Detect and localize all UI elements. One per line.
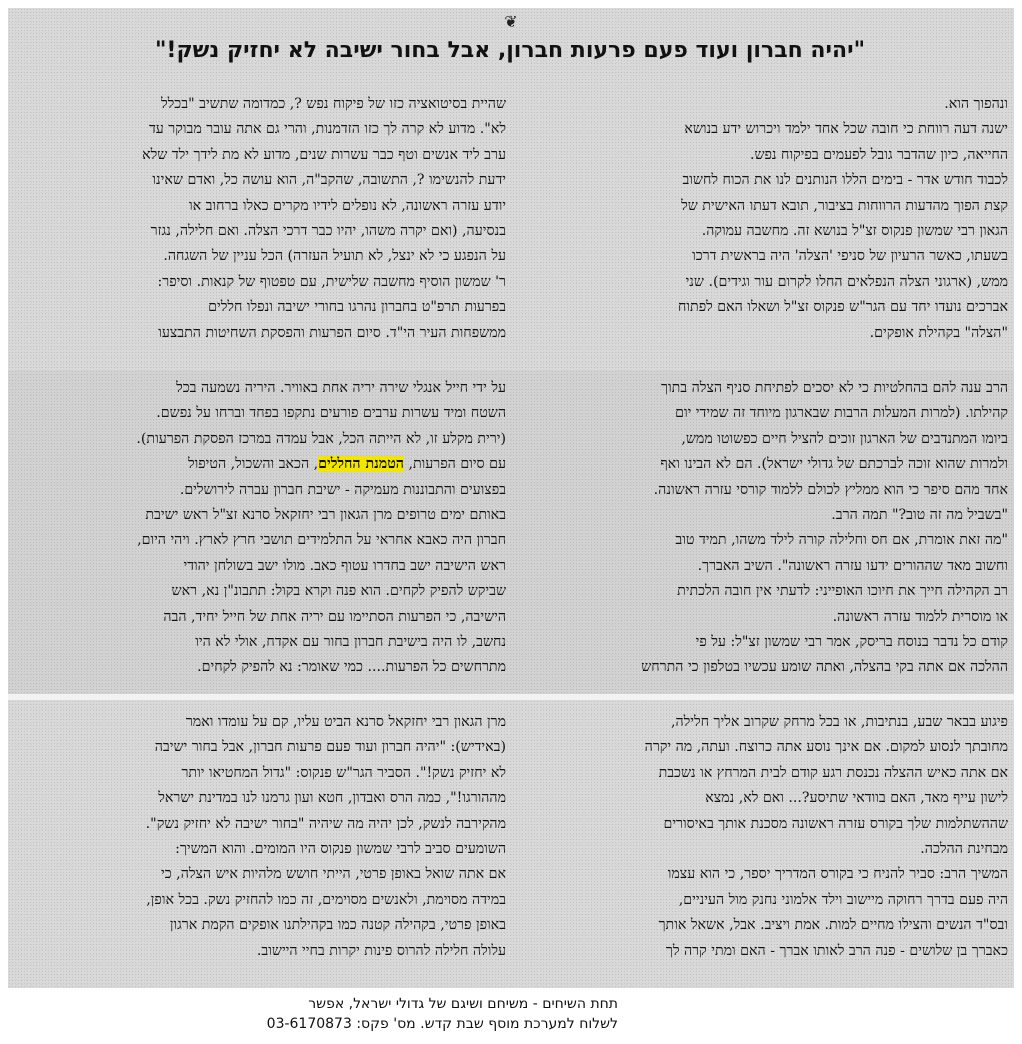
text-line: , הכאב והשכול, הטיפול (187, 456, 319, 473)
text-line: באופן פרטי, בקהילה קטנה כמו בקהילתנו אופקים הקמת ארגון (169, 917, 506, 934)
section-3-left-column (18, 710, 506, 986)
highlight-line (18, 452, 506, 477)
text-line: לא יחזיק נשק!". הסביר הגר"ש פנקוס: "גדול המחטיאו יותר (181, 764, 506, 781)
text-line: שהיית בסיטואציה כזו של פיקוח נפש ?, כמדומה שתשיב "בכלל (161, 96, 506, 112)
text-line: אם אתה שואל באופן פרטי, הייתי חושש מלהיות איש הצלה, כי (161, 866, 506, 883)
text-line: ולמרות שהוא זוכה לברכתם של גדולי ישראל). הם לא הבינו ואף (660, 456, 1008, 473)
text-line: באותם ימים טרופים מרן הגאון רבי יחזקאל סרנא זצ"ל ראש ישיבת (145, 507, 506, 524)
text-line: לישון עייף מאד, האם בוודאי שתיסע?... ואם לא, נמצא (705, 790, 1008, 807)
text-line: "הצלה" בקהילת אופקים. (869, 324, 1008, 341)
text-line: בפצועים והתבוננות מעמיקה - ישיבת חברון עברה לירושלים. (179, 481, 506, 498)
text-line: ראש הישיבה ישב בחדרו עטוף כאב. מולו ישב בשולחן יהודי (183, 557, 506, 574)
text-line: בשעתו, כאשר הרעיון של סניפי 'הצלה' היה בראשית דרכו (692, 248, 1008, 265)
text-line: קודם כל נדבר בנוסח בריסק, אמר רבי שמשון זצ"ל: על פי (695, 634, 1008, 651)
text-line: כאברך בן שלושים - פנה הרב לאותו אברך - האם ומתי קרה לך (665, 942, 1008, 959)
article-title: "יהיה חברון ועוד פעם פרעות חברון, אבל בחור ישיבה לא יחזיק נשק!" (154, 38, 866, 63)
text-line: הישיבה, כי הפרעות הסתיימו עם יריה אחת של חייל יחיד, הבה (163, 608, 506, 625)
text-line: מההורגו!", כמה הרס ואבדון, חטא ועון גרמנו לנו במדינת ישראל (158, 790, 506, 807)
text-line: ישנה דעה רווחת כי חובה שכל אחד ילמד ויכרוש ידע בנושא (684, 121, 1008, 138)
text-line: על ידי חייל אנגלי שירה יריה אחת באוויר. היריה נשמעה בכל (176, 380, 506, 396)
footer-note (18, 994, 618, 1034)
section-2-left-column (18, 376, 506, 692)
text-line: אחד מהם סיפר כי הוא ממליץ לכולם ללמוד קורסי עזרה ראשונה. (653, 481, 1008, 498)
text-line: ר' שמשון הוסיף מחשבה שלישית, עם טפטוף של קנאות. וסיפר: (157, 273, 506, 290)
footer-line: תחת השיחים - משיחם ושיגם של גדולי ישראל, אפשר (308, 996, 618, 1012)
text-line: השטח ומיד עשרות ערבים פורעים נתקפו בפחד וברחו על נפשם. (156, 405, 506, 422)
text-line: מבחינת ההלכה. (920, 841, 1008, 858)
section-1-left-column (18, 92, 506, 367)
text-line: (באידיש): "יהיה חברון ועוד פעם פרעות חברון, אבל בחור ישיבה (154, 739, 506, 756)
text-line: קצת הפוך מהדעות הרווחות בציבור, תובא דעתו האישית של (681, 197, 1008, 214)
text-line: פיגוע בבאר שבע, בנתיבות, או בכל מרחק שקרוב אליך חלילה, (670, 714, 1008, 730)
text-line: מתרחשים כל הפרעות.... כמי שאומר: נא להפיק לקחים. (197, 659, 506, 676)
text-line: לא". מדוע לא קרה לך כזו הזדמנות, והרי גם אתה עובר מבוקר עד (148, 121, 506, 138)
text-line: הרב ענה להם בהחלטיות כי לא יסכים לפתיחת סניף הצלה בתוך (661, 380, 1008, 396)
text-line: ובס"ד הנשים והצילו מחיים למות. אמת ויציב. אבל, אשאל אותך (658, 917, 1008, 934)
text-line: מרן הגאון רבי יחזקאל סרנא הביט עליו, קם על עומדו ואמר (185, 714, 506, 730)
text-line: יודע עזרה ראשונה, לא נופלים לידיו מקרים כאלו ברחוב או (189, 197, 506, 214)
text-line: חברון היה כאבא אחראי על התלמידים תושבי חרץ לארץ. ויהי היום, (137, 532, 506, 549)
text-line: היה פעם בדרך רחוקה מיישוב וילד אלמוני נחנק מול העיניים, (678, 891, 1008, 908)
text-line: קהילתו. (למרות המעלות הרבות שבארגון מיוחד זה שמידי יום (675, 405, 1008, 422)
text-line: השומעים סביב לרבי שמשון פנקוס היו המומים. והוא המשיך: (175, 841, 506, 858)
text-line: "מה זאת אומרת, אם חס וחלילה קורה לילד משהו, תמיד טוב (675, 532, 1008, 549)
text-line: רב הקהילה חייך את חיוכו האופייני: לדעתי אין חובה הלכתית (677, 583, 1008, 600)
text-line: אם אתה כאיש ההצלה נכנסת רגע קודם לבית המרחץ או נשכבת (658, 764, 1008, 781)
text-line: המשיך הרב: סביר להניח כי בקורס המדריך יספר, כי הוא עצמו (667, 866, 1008, 883)
text-line: החייאה, כיון שהדבר גובל לפעמים בפיקוח נפש. (749, 146, 1008, 163)
text-line: ונהפוך הוא. (944, 96, 1008, 112)
footer-line: לשלוח למערכת מוסף שבת קדש. מס' פקס: 03-6170873 (266, 1016, 618, 1032)
text-line: ההלכה אם אתה בקי בהצלה, ואתה שומע עכשיו בטלפון כי התרחש (641, 659, 1008, 676)
ornament-icon: ❦ (504, 12, 516, 31)
section-2-right-column (520, 376, 1008, 692)
highlighted-phrase: הטמנת החללים (318, 456, 404, 473)
text-line: שביקש להפיק לקחים. הוא פנה וקרא בקול: תתבונ"ן נא, ראש (171, 583, 506, 600)
text-line: ביומו המתנדבים של הארגון זוכים להציל חיים כפשוטו ממש, (681, 430, 1008, 447)
text-line: או מוסרית ללמוד עזרה ראשונה. (832, 608, 1008, 625)
text-line: עם סיום הפרעות, (408, 456, 506, 473)
text-line: במידה מסוימת, ולאנשים מסוימים, זה כמו להחזיק נשק. בכל אופן, (146, 891, 506, 908)
section-1-right-column (520, 92, 1008, 367)
text-line: ערב ליד אנשים וטף כבר עשרות שנים, מדוע לא מת לידך ילד שלא (142, 146, 506, 163)
text-line: (ירית מקלע זו, לא הייתה הכל, אבל עמדה במרכז הפסקת הפרעות). (136, 430, 506, 447)
text-line: על הנפגע כי לא ינצל, לא תועיל העזרה) הכל עניין של השגחה. (163, 248, 506, 265)
text-line: עלולה חלילה להרוס פינות יקרות בחיי היישוב. (256, 942, 506, 959)
text-line: "בשביל מה זה טוב?" תמה הרב. (831, 507, 1008, 524)
text-line: ממשפחות העיר הי"ד. סיום הפרעות והפסקת השחיטות התבצעו (158, 324, 506, 341)
text-line: נחשב, לו היה בישיבת חברון בחור עם אקדח, אולי לא היו (195, 634, 506, 651)
section-3-right-column (520, 710, 1008, 986)
text-line: מהקירבה לנשק, לכן יהיה מה שיהיה "בחור ישיבה לא יחזיק נשק". (145, 815, 506, 832)
text-line: לכבוד חודש אדר - בימים הללו הנותנים לנו את הכוח לחשוב (682, 172, 1008, 189)
text-line: אברכים נועדו יחד עם הגר"ש פנקוס זצ"ל ושאלו האם לפתוח (678, 299, 1008, 316)
text-line: בפרעות תרפ"ט בחברון נהרגו בחורי ישיבה ונפלו חללים (208, 299, 506, 316)
text-line: שההשתלמות שלך בקורס עזרה ראשונה מסכנת אותך באיסורים (663, 815, 1008, 832)
text-line: בנסיעה, (ואם יקרה משהו, יהיו כבר דרכי הצלה. ואם חלילה, נגזר (150, 223, 506, 240)
text-line: וחשוב מאד שההורים ידעו עזרה ראשונה". השיב האברך. (697, 557, 1008, 574)
text-line: ידעת להנשימו ?, התשובה, שהקב"ה, הוא עושה כל, ואדם שאינו (152, 172, 506, 189)
text-line: ממש, (ארגוני הצלה הנפלאים החלו לקרום עור וגידים). שני (685, 273, 1008, 290)
text-line: מחובתך לנסוע למקום. אם אינך נוסע אתה כרוצח. ועתה, מה יקרה (644, 739, 1008, 756)
text-line: הגאון רבי שמשון פנקוס זצ"ל בנושא זה. מחשבה עמוקה. (701, 223, 1008, 240)
